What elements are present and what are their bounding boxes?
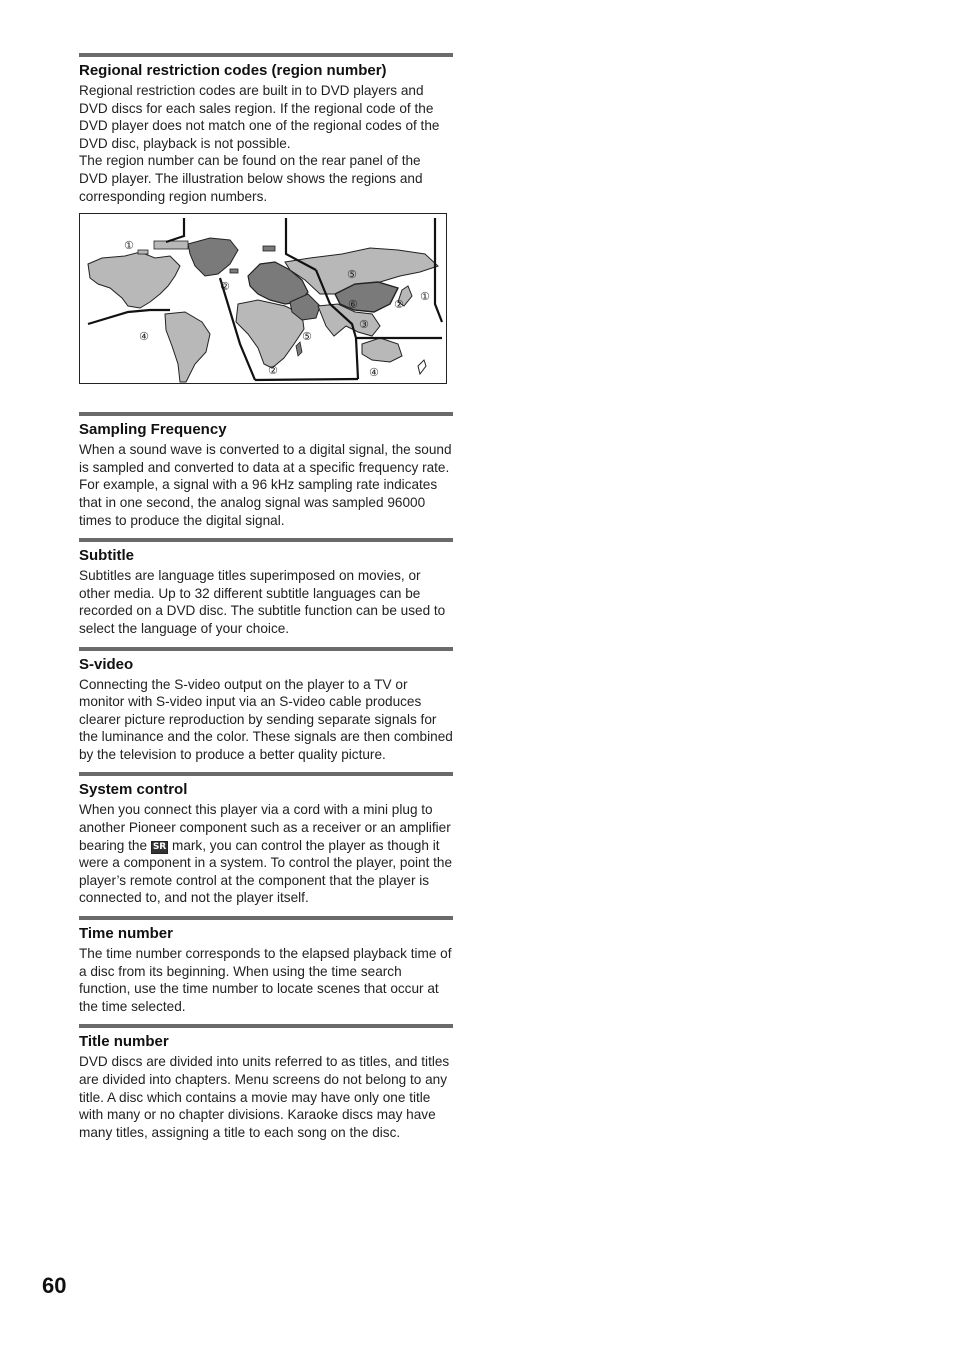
section-title: Subtitle: [79, 547, 134, 565]
section-regional-codes: [79, 53, 453, 384]
glossary-column: [79, 53, 453, 1141]
world-region-map: [80, 214, 446, 383]
section-paragraph: When a sound wave is converted to a digital signal, the sound is sampled and converted to data at a specific frequency rate. For example, a signal with a 96 kHz sampling rate indicates that in one second, the analog signal was sampled 96000 times to produce the digital signal.: [79, 442, 452, 528]
region-label: ③: [359, 318, 369, 332]
paragraph-text: When you connect this player via a cord with a mini plug to another Pioneer component such as a receiver or an amplifier bearing the: [79, 802, 451, 853]
section-title-number: [79, 1024, 453, 1141]
section-divider: [79, 53, 453, 57]
region-label: ⑤: [347, 268, 357, 282]
region-label: ②: [268, 364, 278, 378]
region-label: ①: [124, 239, 134, 253]
section-paragraph: Subtitles are language titles superimposed on movies, or other media. Up to 32 different subtitle languages can be recorded on a DVD disc. The subtitle function can be used to select the language of your choice.: [79, 568, 446, 636]
section-divider: [79, 538, 453, 542]
section-divider: [79, 772, 453, 776]
section-paragraph: Regional restriction codes are built in to DVD players and DVD discs for each sales region. If the regional code of the DVD player does not match one of the regional codes of the DVD disc, playback is not possible.: [79, 83, 440, 151]
region-label: ⑥: [348, 298, 358, 312]
section-paragraph: [79, 801, 453, 907]
section-title: S-video: [79, 655, 134, 673]
region-label: ②: [220, 280, 230, 294]
region-label: ②: [394, 298, 404, 312]
section-title: Title number: [79, 1033, 169, 1051]
section-time-number: [79, 916, 453, 1015]
sr-mark-icon: SR: [152, 841, 167, 852]
north-america: [88, 252, 180, 308]
section-paragraph: DVD discs are divided into units referred to as titles, and titles are divided into chapters. Menu screens do not belong to any title. A disc which contains a movie may have only one title with many or no chapter divisions. Karaoke discs may have many titles, assigning a title to each song on the disc.: [79, 1054, 450, 1140]
region-label: ①: [420, 290, 430, 304]
australia: [362, 338, 402, 362]
region-label: ④: [139, 330, 149, 344]
section-s-video: [79, 647, 453, 764]
section-sampling-frequency: [79, 412, 453, 529]
region-label: ④: [369, 366, 379, 380]
region-label: ⑤: [302, 330, 312, 344]
section-subtitle: [79, 538, 453, 637]
section-title: Sampling Frequency: [79, 421, 227, 439]
section-divider: [79, 1024, 453, 1028]
section-title: Time number: [79, 925, 173, 943]
section-title: Regional restriction codes (region number): [79, 62, 387, 79]
section-paragraph: The time number corresponds to the elapsed playback time of a disc from its beginning. When using the time search function, use the time number to locate scenes that occur at the time selected.: [79, 946, 452, 1014]
section-paragraph: The region number can be found on the rear panel of the DVD player. The illustration below shows the regions and corresponding region numbers.: [79, 153, 423, 204]
section-paragraph: Connecting the S-video output on the player to a TV or monitor with S-video input via an S-video cable produces clearer picture reproduction by sending separate signals for the luminance and the color. These signals are then combined by the television to produce a better quality picture.: [79, 676, 453, 762]
page-number: 60: [42, 1273, 67, 1298]
section-divider: [79, 647, 453, 651]
section-system-control: [79, 772, 453, 907]
section-divider: [79, 412, 453, 416]
section-title: System control: [79, 781, 188, 799]
paragraph-text: mark, you can control the player as though it were a component in a system. To control the player, point the player’s remote control at the component that the player is connected to, and not the player itself.: [79, 837, 453, 906]
region-map: [79, 213, 447, 384]
south-america: [165, 312, 210, 382]
section-divider: [79, 916, 453, 920]
